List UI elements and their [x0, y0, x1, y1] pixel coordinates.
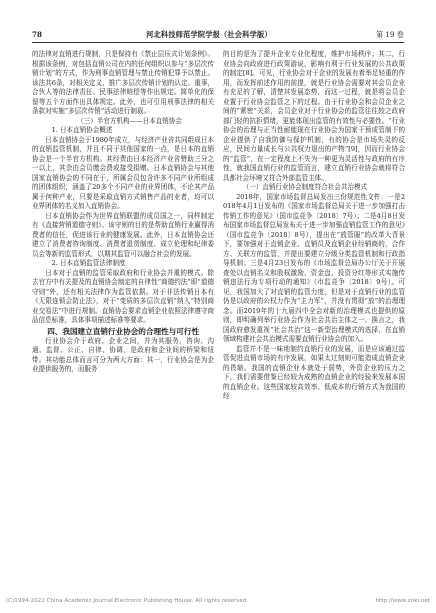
- body-paragraph: 的目的是为了提升企业专业化程度，维护市场秩序；其二，行业协会向政府进行政策游说，影响有利于行业发展的公共政策的制定[8]。可见，行业协会对于企业的发展有着举足轻重的作用，而发挥前述作用的前提，就是行业协会需要对其会员企业有充足的了解，清楚其发展态势，而这一过程，就是将会员企业置于行业协会监管之下的过程。由于行业协会和会员企业之间的“紧密”关系，会员企业对于行业协会的监管往往较之政府部门轻的抗拒情绪，更能体现出监管的有效性与必要性。“行业协会的治理与正当性耐能现在行业协会为国家干预或管制下的企业提供了自我防御与保护机制，有的协会是市场失灵的反应，民间力量成长与公共权力退出的产物”[9]，因而行业协会的“监管”，在一定程度上不失为一种更为灵活性与政府的有序性，就我国直销行业的监管而言，建立直销行业协会就将符合具都社会环境又符合外部监管主体。: [223, 50, 405, 182]
- body-paragraph: 日本对于直销的监管采取政府和行业协会并重的模式。除去官方中有关提及的直销协会制定的自律性“商德约法”即“道德守则”外，还有相关法律作为监管依据。对于非法传销日本有《无限连锁会防止法》，对于“变质的多层次直销”纳入“特别商业交易法”中进行规制。直销协会要求直销企业依照法律遵守商品信息标准，具体事项描述标准等要求。: [32, 268, 214, 324]
- left-column: [32, 50, 214, 375]
- running-header: [32, 28, 404, 43]
- subsection-heading: 1. 日本直销协会概述: [51, 126, 113, 134]
- subsection-heading: 2. 日本直销监管法律制度: [51, 259, 126, 267]
- right-column: [223, 50, 405, 402]
- page-footer: [6, 598, 430, 604]
- section-heading: 四、我国建立直销行业协会的合理性与可行性: [47, 326, 200, 336]
- volume-label: 第 19 卷: [375, 30, 404, 39]
- body-paragraph: 的法律对直销进行规制，只是保持有《禁止层压式计划条例》。根据该条例，对包括直销公司在内的任何组织以参与“多层次传销计划”的方式，作为刑事直销管理与禁止传销犯罪予以禁止。该法共6条，对相关定义、推广多层次传销计划的认定、重事，合伙人等的法律责任、民事法律赔偿等作出规定。简单化的保留等五个方面作出具体规定。此外，也可引用刑事法律的相关条款对实施“多层次传销”活动进行制裁。: [32, 50, 214, 115]
- body-paragraph: 行业协会介于政府、企业之间，并为其服务、咨询、沟通、监督、公正、自律、协调，是政府和企业间的桥梁和纽带。其功能总体而言可分为两大方面：其一，行业协会是为企业提供服务的，而服务: [32, 336, 214, 373]
- body-paragraph: 2018年，国家市场监督总局发出三份规范性文件：一是2018年4月1日发布的《国家市场监督总局关于进一步加强打击传销工作的意见》（国市监竞争〔2018〕7号）；二是4月8日发布国家市场监督总局发布关于进一步加强直销监管工作的意见》（国市监竞争〔2018〕8号），提出在“放管服”的改革大背景下，要加强对于直销企业、直销员及直销企业经销商的，合作方、关联方的监管，并提出要建立分级分类监管机制和行政指导机制；三是4月23日发布的《市场监督总局办公厅关于开展查处以直销名义和股权激励、资金盘、投资分红等形式实施传销违法行为专项行动的通知》（市监竞争〔2018〕9号）。可见，我国加大了对直销的监管力度，但是对于直销行业的监管仍是以政府的公权力作为“主力军”，并没有贯彻“放”的治理理念。而2019年的十九届四中全会对新的治理模式也提供的原则，即明确列举行业协会作为社会共治主体之一。换言之，我国政府愈发重视“社会共治”这一新型治理模式的选择，在直销领域构建社会共治模式需要直销行业协会的加入。: [223, 192, 405, 343]
- cnki-url[interactable]: http://www.cnki.net: [375, 598, 430, 604]
- journal-title: 河北科技师范学院学报（社会科学版）: [146, 30, 272, 39]
- body-paragraph: 监管并不是一味地制约直销行业的发展，而是应该通过监管促进直销市场的有序发展，如果太过刻则可能造成直销企业的畏缩。我国的直销企业本就处于弱势，外资企业的压力之下，我们需要借鉴已经较为成熟的直销企业的经验来发展本国的直销企业。这些国家较高效率、低成本的行销方式为我国的经: [223, 344, 405, 400]
- body-paragraph: 日本直销协会作为世界直销联盟的成员国之一，同样制定有《直接营销道德守则》。该守则的目的是帮助直销行业赢得消费者的信任，促进该行业的健康发展。此外，日本直销协会还建立了消费者咨询制度、消费者退货制度、成立伦理和纪律委员会等新的监管形式，以期其监管可以融合社会的发展。: [32, 211, 214, 258]
- page-number: 78: [32, 30, 43, 39]
- copyright-notice: (C)1994-2022 China Academic Journal Electronic Publishing House. All rights reserved.: [6, 598, 249, 604]
- subsection-heading: （一）直销行业协会制度符合社会共治模式: [242, 183, 368, 191]
- subsection-heading: （三）半官方机构——日本直销协会: [77, 116, 182, 125]
- body-paragraph: 日本直销协会于1980年成立，与经济产业省共同组成日本的直销监管机制，并且不同于其他国家的一点，是日本的直销协会是一个半官方机构。其经费由日本经济产业省赞助三分之一以上，其余由会员缴会费或接受捐赠。日本直销协会与其他国家直销协会的不同在于，所属会员包含许多不同产业所组成的团体组织，涵盖了20多个不同产业的业界团体，不论其产品属于何种产业，只要是采取直销方式销售产品的业者，均可以业界团体的名义加入直销协会。: [32, 135, 214, 210]
